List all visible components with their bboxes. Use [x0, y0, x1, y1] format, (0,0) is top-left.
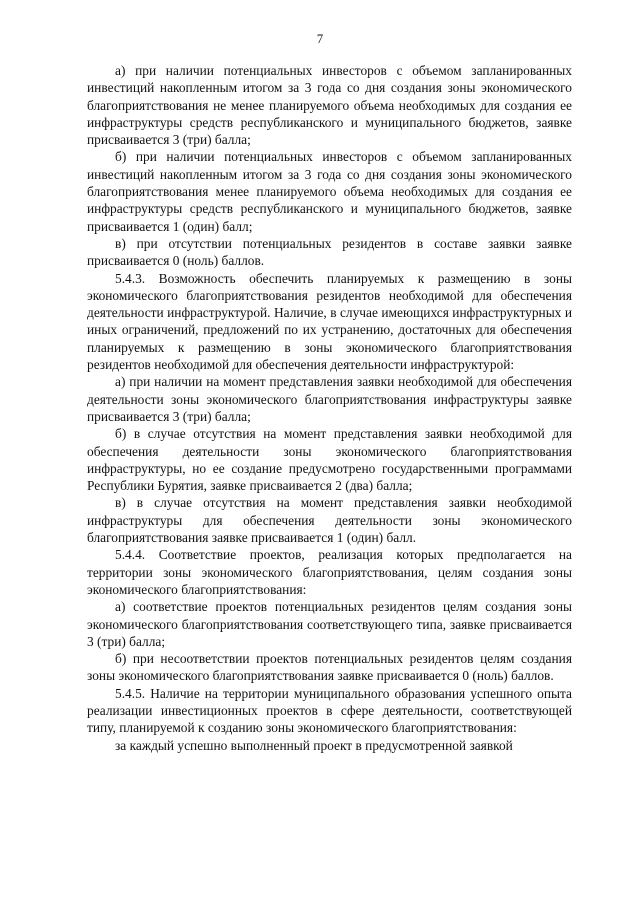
paragraph-5-4-5-per-project: за каждый успешно выполненный проект в предусмотренной заявкой — [115, 737, 513, 753]
page-number: 7 — [316, 32, 324, 46]
paragraph-5-4-3-b: б) в случае отсутствия на момент представления заявки необходимой для обеспечения деятельности зоны экономического благоприятствования инфраструктуры, но ее создание предусмотрено государственными программами Республики Бурятия, заявке присваивается 2 (два) балла; — [87, 426, 572, 494]
paragraph-5-4-4-project-compliance: 5.4.4. Соответствие проектов, реализация которых предполагается на территории зоны экономического благоприятствования, целям создания зоны экономического благоприятствования: — [87, 547, 572, 597]
document-body — [87, 62, 572, 754]
paragraph-5-4-3-c: в) в случае отсутствия на момент представления заявки необходимой инфраструктуры для обеспечения деятельности зоны экономического благоприятствования заявке присваивается 1 (один) балл. — [87, 495, 572, 546]
paragraph-5-4-4-b: б) при несоответствии проектов потенциальных резидентов целям создания зоны экономического благоприятствования заявке присваивается 0 (ноль) баллов. — [87, 651, 572, 684]
paragraph-1a-investors-3-points: а) при наличии потенциальных инвесторов с объемом запланированных инвестиций накопленным итогом за 3 года со дня создания зоны экономического благоприятствования не менее планируемого объема необходимых для создания ее инфраструктуры средств республиканского и муниципального бюджетов, заявке присваивается 3 (три) балла; — [87, 63, 572, 148]
paragraph-1c-no-residents-0-points: в) при отсутствии потенциальных резидентов в составе заявки заявке присваивается 0 (ноль) баллов. — [87, 235, 572, 269]
paragraph-5-4-5-successful-experience: 5.4.5. Наличие на территории муниципального образования успешного опыта реализации инвестиционных проектов в сфере деятельности, соответствующей типу, планируемой к созданию зоны экономического благоприятствования: — [87, 685, 572, 736]
paragraph-5-4-3-infrastructure: 5.4.3. Возможность обеспечить планируемых к размещению в зоны экономического благоприятствования резидентов необходимой для обеспечения деятельности инфраструктурой. Наличие, в случае имеющихся инфраструктурных и иных ограничений, предложений по их устранению, достаточных для обеспечения планируемых к размещению в зоны экономического благоприятствования резидентов необходимой для обеспечения деятельности инфраструктурой: — [87, 270, 572, 373]
paragraph-1b-investors-1-point: б) при наличии потенциальных инвесторов с объемом запланированных инвестиций накопленным итогом за 3 года со дня создания зоны экономического благоприятствования менее планируемого объема необходимых для создания ее инфраструктуры средств республиканского и муниципального бюджетов, заявке присваивается 1 (один) балл; — [87, 149, 572, 234]
paragraph-5-4-3-a: а) при наличии на момент представления заявки необходимой для обеспечения деятельности зоны экономического благоприятствования инфраструктуры заявке присваивается 3 (три) балла; — [87, 374, 572, 424]
paragraph-5-4-4-a: а) соответствие проектов потенциальных резидентов целям создания зоны экономического благоприятствования соответствующего типа, заявке присваивается 3 (три) балла; — [87, 599, 572, 649]
